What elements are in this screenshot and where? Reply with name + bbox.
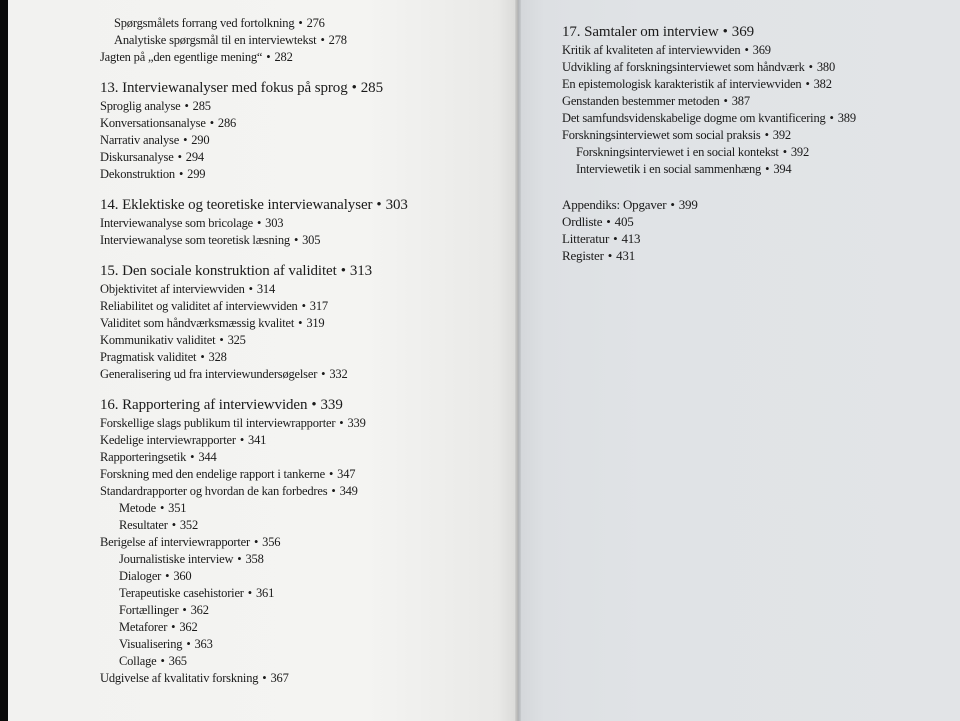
toc-separator-bullet: • <box>301 299 306 313</box>
toc-separator-bullet: • <box>340 263 346 279</box>
toc-entry <box>562 161 856 178</box>
toc-separator-bullet: • <box>298 316 303 330</box>
toc-page-number: 362 <box>179 620 198 634</box>
toc-separator-bullet: • <box>186 637 191 651</box>
toc-separator-bullet: • <box>298 16 303 30</box>
toc-page-number: 341 <box>248 433 267 447</box>
toc-entry <box>562 144 856 161</box>
toc-page-number: 431 <box>616 248 635 263</box>
toc-page-number: 392 <box>772 128 791 142</box>
toc-separator-bullet: • <box>808 60 813 74</box>
toc-entry-title: Berigelse af interviewrapporter <box>100 535 250 549</box>
toc-chapter-heading <box>100 195 408 215</box>
toc-back-matter-entry <box>562 230 856 247</box>
toc-entry <box>100 366 408 383</box>
toc-entry-title: Litteratur <box>562 231 610 246</box>
toc-entry-title: Fortællinger <box>119 603 179 617</box>
toc-entry-title: Register <box>562 248 604 263</box>
toc-page-number: 352 <box>179 518 199 532</box>
toc-separator-bullet: • <box>376 197 382 213</box>
toc-separator-bullet: • <box>239 433 245 447</box>
book-gutter <box>515 0 521 721</box>
toc-page-number: 285 <box>192 99 211 113</box>
toc-separator-bullet: • <box>165 569 170 583</box>
toc-entry-title: Ordliste <box>562 214 603 229</box>
toc-page-number: 286 <box>217 116 237 130</box>
toc-entry <box>100 500 408 517</box>
toc-entry-title: 13. Interviewanalyser med fokus på sprog <box>100 80 348 96</box>
toc-page-number: 358 <box>245 552 264 566</box>
toc-separator-bullet: • <box>190 450 195 464</box>
toc-page-number: 347 <box>337 467 356 481</box>
toc-page-number: 339 <box>320 397 343 413</box>
toc-entry-title: Genstanden bestemmer metoden <box>562 94 720 108</box>
toc-chapter-heading <box>100 78 408 98</box>
toc-separator-bullet: • <box>171 518 176 532</box>
toc-separator-bullet: • <box>159 501 165 515</box>
toc-entry-title: Visualisering <box>119 637 183 651</box>
toc-separator-bullet: • <box>606 214 611 229</box>
toc-entry-title: Dialoger <box>119 569 162 583</box>
toc-page-number: 360 <box>173 569 192 583</box>
toc-separator-bullet: • <box>328 467 334 481</box>
left-page <box>8 0 518 721</box>
toc-entry-title: Terapeutiske casehistorier <box>119 586 244 600</box>
toc-entry-title: Reliabilitet og validitet af interviewviden <box>100 299 298 313</box>
toc-page-number: 413 <box>621 231 641 246</box>
toc-entry-title: Interviewetik i en social sammenhæng <box>576 162 762 176</box>
toc-page-number: 276 <box>306 16 325 30</box>
toc-page-number: 363 <box>194 637 213 651</box>
toc-entry-title: Forskning med den endelige rapport i tankerne <box>100 467 325 481</box>
toc-entry <box>100 449 408 466</box>
toc-page-number: 349 <box>339 484 358 498</box>
toc-page-number: 344 <box>198 450 217 464</box>
toc-entry <box>100 653 408 670</box>
toc-separator-bullet: • <box>171 620 176 634</box>
toc-page-number: 351 <box>168 501 187 515</box>
toc-entry-title: Metode <box>119 501 156 515</box>
toc-entry-title: Validitet som håndværksmæssig kvalitet <box>100 316 295 330</box>
toc-entry <box>100 132 408 149</box>
toc-back-matter-entry <box>562 196 856 213</box>
toc-separator-bullet: • <box>183 133 188 147</box>
toc-entry-title: 17. Samtaler om interview <box>562 24 719 40</box>
toc-entry <box>562 59 856 76</box>
toc-entry-title: Kommunikativ validitet <box>100 333 216 347</box>
toc-entry-title: Interviewanalyse som bricolage <box>100 216 253 230</box>
toc-separator-bullet: • <box>321 367 326 381</box>
toc-separator-bullet: • <box>351 80 357 96</box>
toc-separator-bullet: • <box>293 233 299 247</box>
toc-page-number: 369 <box>752 43 771 57</box>
toc-page-number: 332 <box>329 367 348 381</box>
toc-entry <box>100 568 408 585</box>
toc-separator-bullet: • <box>209 116 214 130</box>
toc-entry <box>100 232 408 249</box>
toc-page-number: 294 <box>185 150 204 164</box>
toc-page-number: 299 <box>187 167 206 181</box>
toc-entry-title: 14. Eklektiske og teoretiske interviewanalyser <box>100 197 373 213</box>
toc-separator-bullet: • <box>607 248 613 263</box>
right-page <box>518 0 960 721</box>
toc-entry <box>100 315 408 332</box>
toc-page-number: 325 <box>227 333 246 347</box>
toc-page-number: 278 <box>328 33 347 47</box>
toc-page-number: 394 <box>773 162 792 176</box>
toc-entry-title: Forskellige slags publikum til interviewrapporter <box>100 416 336 430</box>
toc-page-number: 290 <box>191 133 210 147</box>
toc-entry <box>100 602 408 619</box>
toc-separator-bullet: • <box>670 197 675 212</box>
toc-chapter-heading <box>100 395 408 415</box>
toc-entry-title: Collage <box>119 654 157 668</box>
toc-page-number: 317 <box>309 299 328 313</box>
toc-entry-title: 16. Rapportering af interviewviden <box>100 397 308 413</box>
book-edge-shadow <box>0 0 8 721</box>
toc-entry <box>562 127 856 144</box>
toc-entry <box>100 585 408 602</box>
toc-page-number: 328 <box>208 350 227 364</box>
toc-page-number: 380 <box>816 60 835 74</box>
toc-entry <box>100 149 408 166</box>
toc-page-number: 405 <box>614 214 634 229</box>
toc-separator-bullet: • <box>177 150 182 164</box>
toc-page-number: 303 <box>385 197 408 213</box>
toc-list-left <box>100 15 408 687</box>
toc-separator-bullet: • <box>782 145 787 159</box>
toc-entry <box>100 166 408 183</box>
toc-entry <box>100 670 408 687</box>
toc-page-number: 367 <box>270 671 289 685</box>
toc-entry-title: Dekonstruktion <box>100 167 175 181</box>
toc-entry-title: Det samfundsvidenskabelige dogme om kvantificering <box>562 111 826 125</box>
toc-page-number: 362 <box>190 603 209 617</box>
toc-entry <box>100 415 408 432</box>
toc-page-number: 303 <box>265 216 284 230</box>
toc-entry <box>100 534 408 551</box>
toc-page-number: 282 <box>274 50 293 64</box>
toc-chapter-heading <box>562 22 856 42</box>
toc-separator-bullet: • <box>182 603 187 617</box>
toc-entry <box>100 432 408 449</box>
toc-page-number: 361 <box>255 586 275 600</box>
toc-entry <box>562 93 856 110</box>
toc-entry-title: Forskningsinterviewet som social praksis <box>562 128 761 142</box>
toc-separator-bullet: • <box>262 671 267 685</box>
toc-separator-bullet: • <box>805 77 810 91</box>
toc-separator-bullet: • <box>765 162 770 176</box>
toc-entry-title: Jagten på „den egentlige mening“ <box>100 50 263 64</box>
toc-list-right <box>562 22 856 264</box>
toc-separator-bullet: • <box>184 99 189 113</box>
toc-separator-bullet: • <box>339 416 344 430</box>
toc-entry <box>100 298 408 315</box>
toc-separator-bullet: • <box>178 167 184 181</box>
toc-separator-bullet: • <box>829 111 834 125</box>
toc-page-number: 365 <box>168 654 187 668</box>
toc-entry-title: Sproglig analyse <box>100 99 181 113</box>
toc-chapter-heading <box>100 261 408 281</box>
toc-entry <box>100 619 408 636</box>
toc-separator-bullet: • <box>237 552 242 566</box>
toc-separator-bullet: • <box>764 128 769 142</box>
toc-page-number: 319 <box>306 316 325 330</box>
toc-entry <box>100 483 408 500</box>
toc-page-number: 369 <box>731 24 754 40</box>
toc-page-number: 392 <box>790 145 810 159</box>
toc-entry <box>100 517 408 534</box>
toc-entry <box>100 115 408 132</box>
toc-entry <box>100 636 408 653</box>
toc-entry-title: Spørgsmålets forrang ved fortolkning <box>114 16 295 30</box>
toc-entry <box>100 332 408 349</box>
toc-entry-title: Generalisering ud fra interviewundersøgelser <box>100 367 318 381</box>
toc-entry-title: Konversationsanalyse <box>100 116 206 130</box>
toc-page-number: 389 <box>837 111 856 125</box>
toc-entry <box>100 49 408 66</box>
toc-page-number: 387 <box>731 94 750 108</box>
toc-separator-bullet: • <box>200 350 205 364</box>
toc-entry-title: Appendiks: Opgaver <box>562 197 667 212</box>
toc-page-number: 305 <box>302 233 321 247</box>
toc-entry-title: Kedelige interviewrapporter <box>100 433 236 447</box>
toc-entry-title: Metaforer <box>119 620 168 634</box>
toc-separator-bullet: • <box>311 397 317 413</box>
toc-entry-title: Objektivitet af interviewviden <box>100 282 245 296</box>
toc-entry-title: Diskursanalyse <box>100 150 174 164</box>
toc-back-matter-entry <box>562 247 856 264</box>
toc-entry <box>100 98 408 115</box>
toc-separator-bullet: • <box>160 654 165 668</box>
toc-separator-bullet: • <box>247 586 252 600</box>
toc-entry <box>100 215 408 232</box>
toc-entry-title: Journalistiske interview <box>119 552 234 566</box>
toc-separator-bullet: • <box>722 24 728 40</box>
toc-entry-title: Forskningsinterviewet i en social kontekst <box>576 145 779 159</box>
toc-entry-title: Standardrapporter og hvordan de kan forbedres <box>100 484 328 498</box>
toc-separator-bullet: • <box>320 33 325 47</box>
toc-separator-bullet: • <box>253 535 259 549</box>
toc-entry-title: 15. Den sociale konstruktion af validitet <box>100 263 337 279</box>
toc-entry-title: Pragmatisk validitet <box>100 350 197 364</box>
toc-entry-title: Resultater <box>119 518 168 532</box>
toc-back-matter-entry <box>562 213 856 230</box>
toc-entry <box>100 32 408 49</box>
toc-entry <box>100 15 408 32</box>
toc-entry <box>562 76 856 93</box>
toc-separator-bullet: • <box>219 333 224 347</box>
toc-entry-title: Udvikling af forskningsinterviewet som håndværk <box>562 60 805 74</box>
toc-entry-title: Kritik af kvaliteten af interviewviden <box>562 43 741 57</box>
toc-entry-title: Rapporteringsetik <box>100 450 187 464</box>
toc-entry-title: Narrativ analyse <box>100 133 180 147</box>
toc-entry <box>100 349 408 366</box>
toc-entry <box>100 466 408 483</box>
toc-entry <box>100 281 408 298</box>
toc-entry-title: Interviewanalyse som teoretisk læsning <box>100 233 290 247</box>
toc-separator-bullet: • <box>266 50 271 64</box>
toc-entry <box>100 551 408 568</box>
toc-separator-bullet: • <box>723 94 728 108</box>
toc-entry-title: Udgivelse af kvalitativ forskning <box>100 671 259 685</box>
toc-page-number: 399 <box>678 197 698 212</box>
toc-page-number: 382 <box>813 77 832 91</box>
toc-separator-bullet: • <box>256 216 262 230</box>
toc-entry <box>562 42 856 59</box>
toc-entry <box>562 110 856 127</box>
toc-separator-bullet: • <box>331 484 336 498</box>
toc-entry-title: Analytiske spørgsmål til en interviewtekst <box>114 33 317 47</box>
toc-page-number: 285 <box>360 80 383 96</box>
toc-page-number: 356 <box>262 535 281 549</box>
toc-page-number: 339 <box>347 416 366 430</box>
toc-page-number: 314 <box>256 282 275 296</box>
toc-entry-title: En epistemologisk karakteristik af interviewviden <box>562 77 802 91</box>
toc-separator-bullet: • <box>744 43 749 57</box>
toc-page-number: 313 <box>349 263 373 279</box>
toc-separator-bullet: • <box>248 282 253 296</box>
toc-separator-bullet: • <box>613 231 618 246</box>
